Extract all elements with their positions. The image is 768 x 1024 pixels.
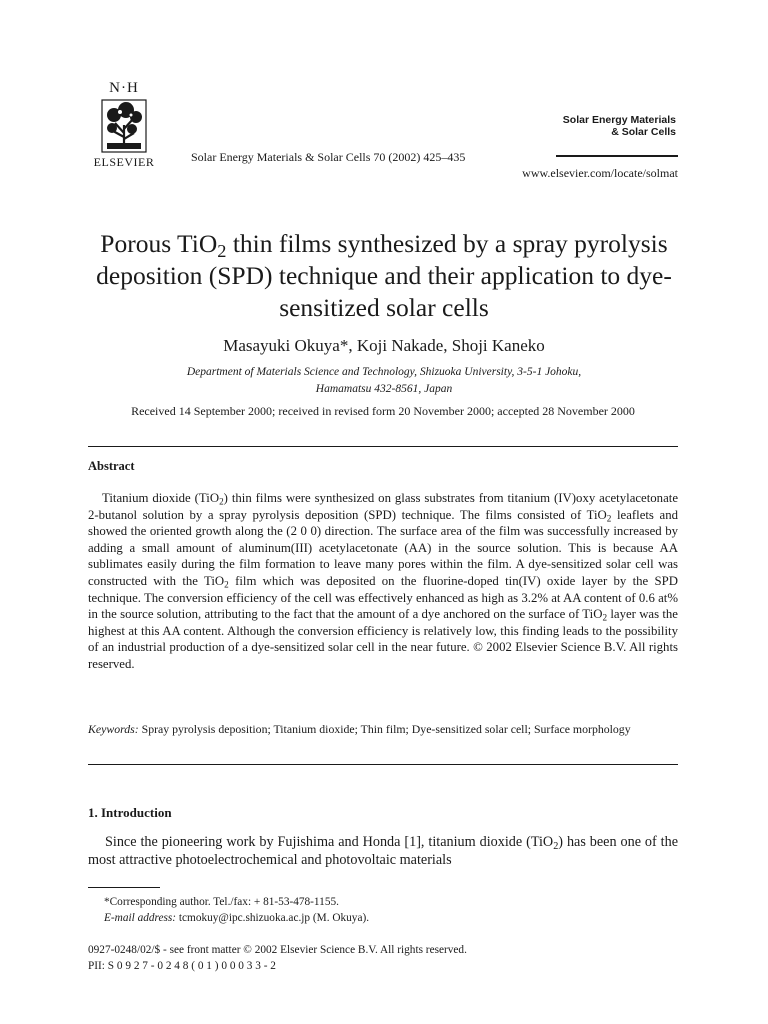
abstract-subscript-1: 2 bbox=[219, 496, 224, 507]
journal-brand-line2: & Solar Cells bbox=[611, 126, 676, 138]
elsevier-logo bbox=[88, 80, 160, 170]
abstract-text-3: leaflets and showed the oriented growth along the (2 0 0) direction. The surface area of the film was successfully increased by adding a small amount of aluminum(III) acetylacetonate (AA) in the source solution. This is because AA sublimates easily during the film formation to leave many pores within the film. A dye-sensitized solar cell was constructed with the TiO bbox=[88, 507, 678, 588]
affiliation bbox=[60, 364, 708, 398]
logo-publisher-text: ELSEVIER bbox=[93, 155, 155, 169]
abstract-text-2: ) thin films were synthesized on glass substrates from titanium (IV)oxy acetylacetonate 2-butanol solution by a spray pyrolysis deposition (SPD) technique. The films consisted of TiO bbox=[88, 491, 678, 522]
journal-reference: Solar Energy Materials & Solar Cells 70 (2002) 425–435 bbox=[191, 150, 466, 164]
abstract-subscript-2: 2 bbox=[606, 513, 612, 524]
section-heading-introduction: 1. Introduction bbox=[88, 805, 172, 820]
title-text-2: thin films synthesized by a spray pyrolysis deposition (SPD) technique and their application to dye-sensitized solar cells bbox=[96, 229, 672, 322]
abstract-heading: Abstract bbox=[88, 459, 135, 473]
email-label: E-mail address: bbox=[104, 911, 177, 924]
affiliation-line1: Department of Materials Science and Technology, Shizuoka University, 3-5-1 Johoku, bbox=[186, 366, 582, 378]
brand-divider bbox=[556, 155, 678, 157]
footnote-line2 bbox=[104, 911, 369, 927]
footnote-divider bbox=[88, 887, 160, 888]
legal-line2: PII: S 0 9 2 7 - 0 2 4 8 ( 0 1 ) 0 0 0 3 3 - 2 bbox=[88, 960, 276, 972]
journal-brand-line1: Solar Energy Materials bbox=[562, 114, 676, 126]
email-address: tcmokuy@ipc.shizuoka.ac.jp (M. Okuya). bbox=[176, 911, 370, 924]
divider-top bbox=[88, 446, 678, 447]
title-subscript: 2 bbox=[217, 241, 227, 262]
legal-info bbox=[88, 942, 467, 974]
keywords-label: Keywords: bbox=[88, 722, 139, 736]
footnote bbox=[104, 895, 369, 926]
keywords-text: Spray pyrolysis deposition; Titanium dioxide; Thin film; Dye-sensitized solar cell; Surface morphology bbox=[138, 722, 631, 736]
abstract-body bbox=[88, 490, 678, 673]
footnote-line1: *Corresponding author. Tel./fax: + 81-53-478-1155. bbox=[104, 896, 339, 908]
introduction-text bbox=[88, 834, 678, 869]
journal-brand bbox=[540, 114, 676, 138]
intro-text-2: ) has been one of the most attractive photoelectrochemical and photovoltaic materials bbox=[88, 834, 678, 868]
keywords bbox=[88, 721, 678, 738]
legal-line1: 0927-0248/02/$ - see front matter © 2002 Elsevier Science B.V. All rights reserved. bbox=[88, 944, 467, 956]
intro-subscript: 2 bbox=[553, 840, 559, 852]
abstract-subscript-4: 2 bbox=[602, 612, 608, 623]
divider-bottom bbox=[88, 764, 678, 765]
logo-top-text: N·H bbox=[109, 80, 139, 96]
journal-url: www.elsevier.com/locate/solmat bbox=[522, 166, 678, 180]
abstract-text-5: layer was the highest at this AA content. Although the conversion efficiency is relatively low, this finding leads to the possibility of an industrial production of a dye-sensitized solar cell in the near future. © 2002 Elsevier Science B.V. All rights reserved. bbox=[88, 607, 678, 671]
authors: Masayuki Okuya*, Koji Nakade, Shoji Kaneko bbox=[223, 336, 545, 355]
received-dates: Received 14 September 2000; received in revised form 20 November 2000; accepted 28 November 2000 bbox=[131, 404, 635, 418]
title-text-1: Porous TiO bbox=[100, 229, 218, 258]
affiliation-line2: Hamamatsu 432-8561, Japan bbox=[315, 383, 453, 395]
abstract-text-1: Titanium dioxide (TiO bbox=[102, 491, 220, 505]
intro-text-1: Since the pioneering work by Fujishima and Honda [1], titanium dioxide (TiO bbox=[105, 834, 554, 850]
elsevier-tree-icon bbox=[101, 99, 147, 153]
article-title bbox=[60, 228, 708, 324]
abstract-subscript-3: 2 bbox=[224, 579, 229, 590]
abstract-text-4: film which was deposited on the fluorine-doped tin(IV) oxide layer by the SPD technique. The conversion efficiency of the cell was effectively enhanced as high as 3.2% at AA content of 0.6 at% in the source solution, attributing to the fact that the amount of a dye anchored on the surface of TiO bbox=[88, 573, 678, 622]
